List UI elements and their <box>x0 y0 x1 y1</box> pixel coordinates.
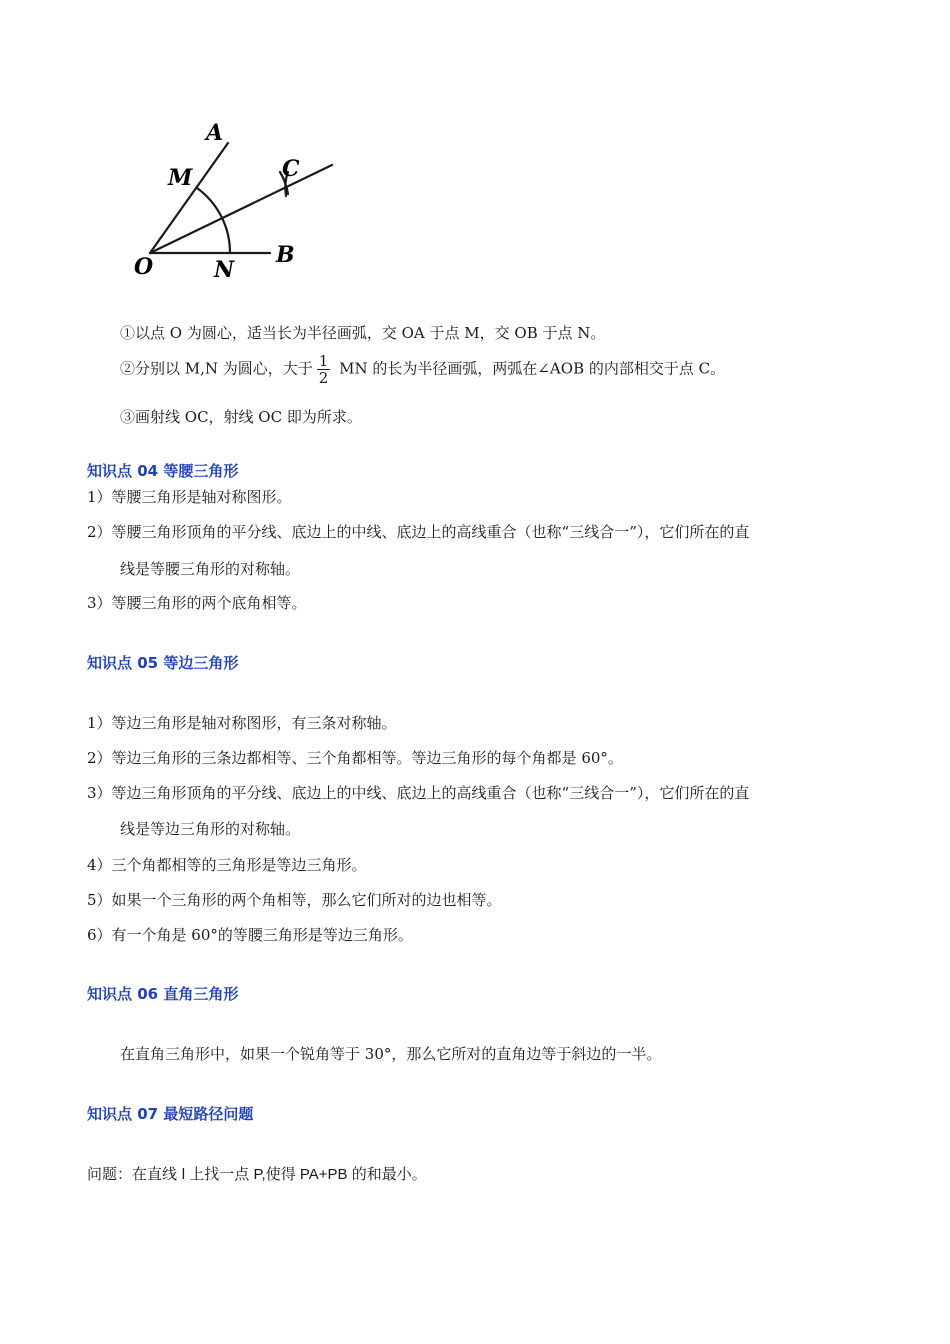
k07-question-label: 问题：在直线 <box>87 1165 182 1183</box>
step-3: ③画射线 OC，射线 OC 即为所求。 <box>120 408 362 426</box>
step-2 <box>120 353 725 386</box>
step-1: ①以点 O 为圆心，适当长为半径画弧，交 OA 于点 M，交 OB 于点 N。 <box>120 324 606 342</box>
k05-item-6: 6）有一个角是 60°的等腰三角形是等边三角形。 <box>87 926 413 944</box>
label-A: A <box>206 120 224 146</box>
fraction-numerator: 1 <box>318 352 329 370</box>
k07-question <box>87 1164 427 1185</box>
k05-item-4: 4）三个角都相等的三角形是等边三角形。 <box>87 856 367 874</box>
fraction-one-half <box>317 353 331 386</box>
section-title-06: 知识点 06 直角三角形 <box>87 985 239 1003</box>
angle-bisector-figure <box>120 110 350 290</box>
label-C: C <box>282 156 300 182</box>
section-title-04: 知识点 04 等腰三角形 <box>87 462 239 480</box>
label-B: B <box>276 242 295 268</box>
arc-MN <box>197 188 230 253</box>
k05-item-1: 1）等边三角形是轴对称图形，有三条对称轴。 <box>87 714 397 732</box>
k04-item-1: 1）等腰三角形是轴对称图形。 <box>87 488 292 506</box>
label-M: M <box>168 165 193 191</box>
step-2-before: ②分别以 M,N 为圆心，大于 <box>120 359 313 378</box>
k05-item-3: 3）等边三角形顶角的平分线、底边上的中线、底边上的高线重合（也称“三线合一”），它们所在的直 <box>87 784 750 802</box>
k07-question-rest: l 上找一点 P,使得 PA+PB 的和最小。 <box>181 1166 427 1183</box>
section-title-07: 知识点 07 最短路径问题 <box>87 1105 254 1123</box>
label-N: N <box>214 257 235 283</box>
k04-item-2: 2）等腰三角形顶角的平分线、底边上的中线、底边上的高线重合（也称“三线合一”），它们所在的直 <box>87 523 750 541</box>
k04-item-2-cont: 线是等腰三角形的对称轴。 <box>120 560 301 578</box>
k05-item-5: 5）如果一个三角形的两个角相等，那么它们所对的边也相等。 <box>87 891 502 909</box>
step-2-after: MN 的长为半径画弧，两弧在∠AOB 的内部相交于点 C。 <box>334 359 726 378</box>
k05-item-2: 2）等边三角形的三条边都相等、三个角都相等。等边三角形的每个角都是 60°。 <box>87 749 623 767</box>
ray-OA <box>150 143 228 253</box>
fraction-denominator: 2 <box>318 369 329 387</box>
k06-text: 在直角三角形中，如果一个锐角等于 30°，那么它所对的直角边等于斜边的一半。 <box>120 1045 662 1063</box>
label-O: O <box>134 254 154 280</box>
section-title-05: 知识点 05 等边三角形 <box>87 654 239 672</box>
k04-item-3: 3）等腰三角形的两个底角相等。 <box>87 594 307 612</box>
k05-item-3-cont: 线是等边三角形的对称轴。 <box>120 820 301 838</box>
